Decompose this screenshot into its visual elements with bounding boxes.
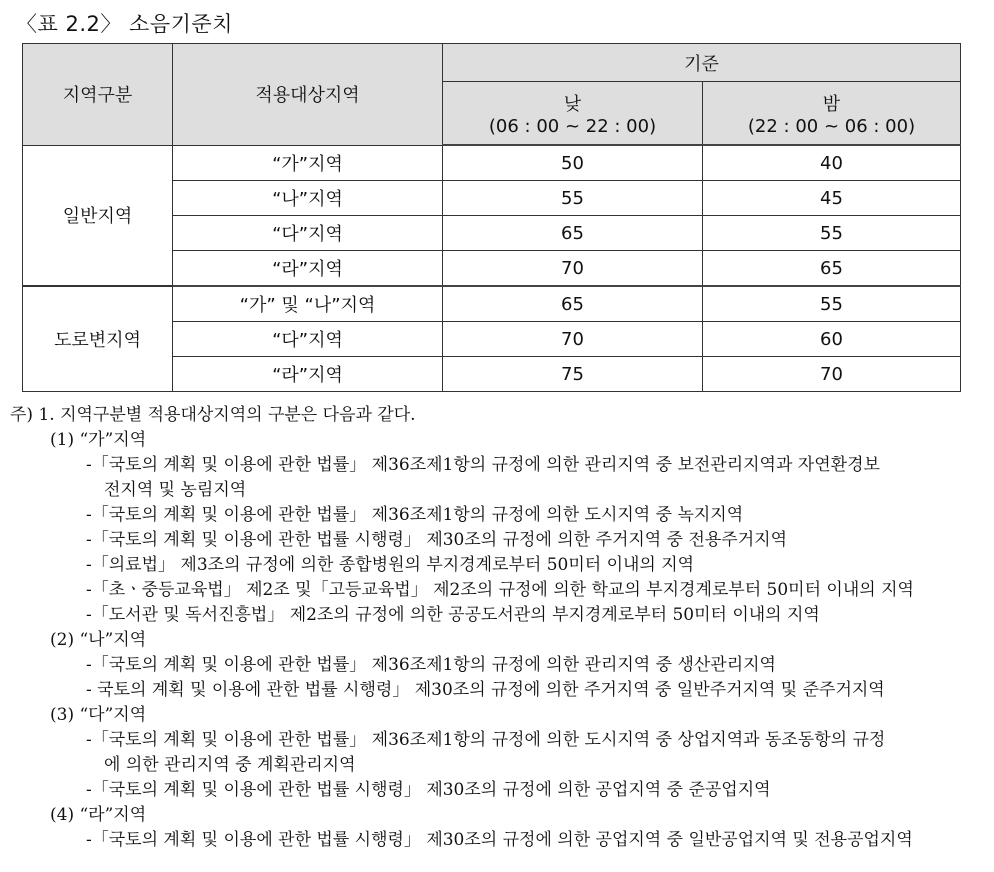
table-row [23,286,961,322]
header-target-area: 적용대상지역 [173,44,443,146]
footnote-item: -「국토의 계획 및 이용에 관한 법률 시행령」 제30조의 규정에 의한 주거지역 중 전용주거지역 [86,530,787,550]
day-value-cell: 50 [443,145,703,181]
section-heading-ga: (1) “가”지역 [50,430,147,450]
footnote-item: -「국토의 계획 및 이용에 관한 법률 시행령」 제30조의 규정에 의한 공업지역 중 일반공업지역 및 전용공업지역 [86,830,913,850]
day-value-cell: 65 [443,216,703,251]
footnote-item-continued: 에 의한 관리지역 중 계획관리지역 [104,755,356,775]
day-value-cell: 55 [443,181,703,216]
header-day-label: 낮 [563,93,582,115]
day-value-cell: 75 [443,357,703,392]
section-heading-na: (2) “나”지역 [50,630,147,650]
footnote-item: -「초ㆍ중등교육법」 제2조 및「고등교육법」 제2조의 규정에 의한 학교의 부지경계로부터 50미터 이내의 지역 [86,580,914,600]
table-title: 〈표 2.2〉 소음기준치 [16,12,233,36]
region-cell: 일반지역 [23,145,173,286]
area-cell: “라”지역 [173,357,443,392]
area-cell: “라”지역 [173,251,443,287]
header-day [443,82,703,146]
area-cell: “다”지역 [173,322,443,357]
header-standard: 기준 [443,44,961,82]
night-value-cell: 70 [703,357,961,392]
footnote-item: -「국토의 계획 및 이용에 관한 법률」 제36조제1항의 규정에 의한 관리지역 중 생산관리지역 [86,655,776,675]
section-heading-ra: (4) “라”지역 [50,805,147,825]
area-cell: “다”지역 [173,216,443,251]
area-cell: “나”지역 [173,181,443,216]
table-row [23,145,961,181]
header-day-time: (06 : 00 ~ 22 : 00) [488,115,657,137]
night-value-cell: 45 [703,181,961,216]
footnote-item: -「국토의 계획 및 이용에 관한 법률」 제36조제1항의 규정에 의한 도시지역 중 녹지지역 [86,505,744,525]
night-value-cell: 65 [703,251,961,287]
header-night-label: 밤 [822,93,841,115]
night-value-cell: 55 [703,216,961,251]
footnote-item: -「의료법」 제3조의 규정에 의한 종합병원의 부지경계로부터 50미터 이내의 지역 [86,555,695,575]
night-value-cell: 55 [703,286,961,322]
header-night [703,82,961,146]
footnote-item: -「도서관 및 독서진흥법」 제2조의 규정에 의한 공공도서관의 부지경계로부터 50미터 이내의 지역 [86,605,820,625]
header-region: 지역구분 [23,44,173,146]
region-cell: 도로변지역 [23,286,173,392]
noise-standards-table [22,43,961,392]
header-night-time: (22 : 00 ~ 06 : 00) [747,115,916,137]
footnote-item: - 국토의 계획 및 이용에 관한 법률 시행령」 제30조의 규정에 의한 주거지역 중 일반주거지역 및 준주거지역 [86,680,885,700]
area-cell: “가”지역 [173,145,443,181]
footnote-intro: 주) 1. 지역구분별 적용대상지역의 구분은 다음과 같다. [10,405,416,425]
footnote-item: -「국토의 계획 및 이용에 관한 법률」 제36조제1항의 규정에 의한 도시지역 중 상업지역과 동조동항의 규정 [86,730,886,750]
footnote-item: -「국토의 계획 및 이용에 관한 법률」 제36조제1항의 규정에 의한 관리지역 중 보전관리지역과 자연환경보 [86,455,880,475]
footnote-item: -「국토의 계획 및 이용에 관한 법률 시행령」 제30조의 규정에 의한 공업지역 중 준공업지역 [86,780,771,800]
footnote-item-continued: 전지역 및 농림지역 [104,480,247,500]
night-value-cell: 40 [703,145,961,181]
section-heading-da: (3) “다”지역 [50,705,147,725]
day-value-cell: 65 [443,286,703,322]
day-value-cell: 70 [443,251,703,287]
area-cell: “가” 및 “나”지역 [173,286,443,322]
night-value-cell: 60 [703,322,961,357]
day-value-cell: 70 [443,322,703,357]
